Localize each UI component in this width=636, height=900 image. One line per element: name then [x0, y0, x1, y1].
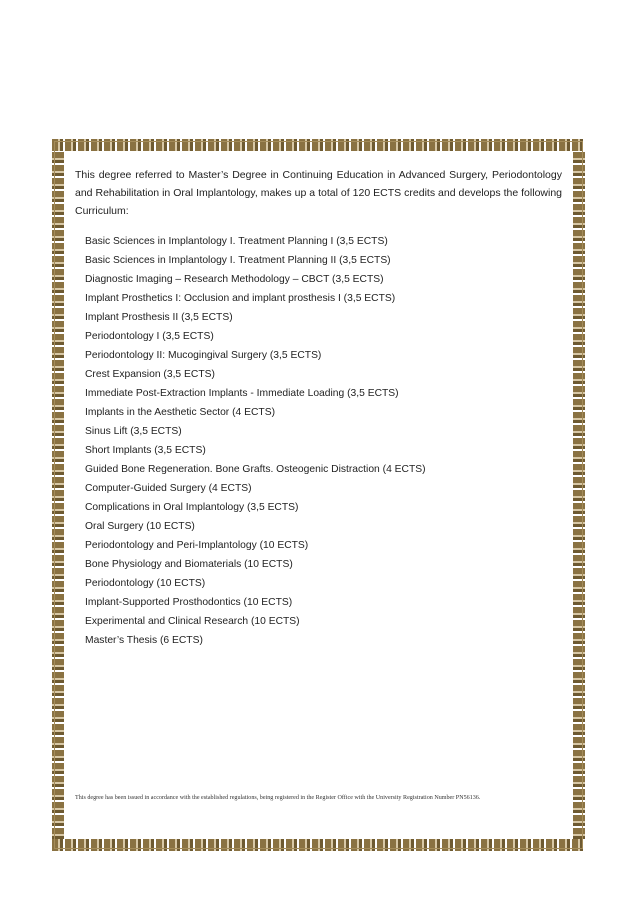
- curriculum-item: Crest Expansion (3,5 ECTS): [85, 369, 215, 380]
- curriculum-item: Guided Bone Regeneration. Bone Grafts. Osteogenic Distraction (4 ECTS): [85, 464, 426, 475]
- curriculum-item: Basic Sciences in Implantology I. Treatment Planning II (3,5 ECTS): [85, 255, 391, 266]
- curriculum-item: Sinus Lift (3,5 ECTS): [85, 426, 182, 437]
- curriculum-item: Oral Surgery (10 ECTS): [85, 521, 195, 532]
- registration-footer: This degree has been issued in accordance with the established regulations, being registered in the Register Office with the University Registration Number PN56136.: [75, 795, 481, 801]
- curriculum-item: Implants in the Aesthetic Sector (4 ECTS): [85, 407, 275, 418]
- curriculum-item: Complications in Oral Implantology (3,5 ECTS): [85, 502, 299, 513]
- curriculum-item: Experimental and Clinical Research (10 ECTS): [85, 616, 300, 627]
- curriculum-item: Master’s Thesis (6 ECTS): [85, 635, 203, 646]
- curriculum-list: [85, 232, 562, 650]
- curriculum-item: Periodontology I (3,5 ECTS): [85, 331, 214, 342]
- curriculum-item: Periodontology II: Mucogingival Surgery (3,5 ECTS): [85, 350, 322, 361]
- curriculum-item: Implant-Supported Prosthodontics (10 ECTS): [85, 597, 293, 608]
- curriculum-item: Diagnostic Imaging – Research Methodology – CBCT (3,5 ECTS): [85, 274, 384, 285]
- curriculum-item: Short Implants (3,5 ECTS): [85, 445, 206, 456]
- intro-paragraph: This degree referred to Master’s Degree in Continuing Education in Advanced Surgery, Periodontology and Rehabilitation in Oral Implantology, makes up a total of 120 ECTS credits and develops the following Curriculum:: [75, 169, 562, 217]
- curriculum-item: Basic Sciences in Implantology I. Treatment Planning I (3,5 ECTS): [85, 236, 388, 247]
- document-body: [75, 166, 562, 650]
- curriculum-item: Implant Prosthetics I: Occlusion and implant prosthesis I (3,5 ECTS): [85, 293, 396, 304]
- curriculum-item: Immediate Post-Extraction Implants - Immediate Loading (3,5 ECTS): [85, 388, 399, 399]
- curriculum-item: Implant Prosthesis II (3,5 ECTS): [85, 312, 233, 323]
- curriculum-item: Periodontology and Peri-Implantology (10 ECTS): [85, 540, 309, 551]
- curriculum-item: Computer-Guided Surgery (4 ECTS): [85, 483, 252, 494]
- curriculum-item: Periodontology (10 ECTS): [85, 578, 206, 589]
- curriculum-item: Bone Physiology and Biomaterials (10 ECTS): [85, 559, 293, 570]
